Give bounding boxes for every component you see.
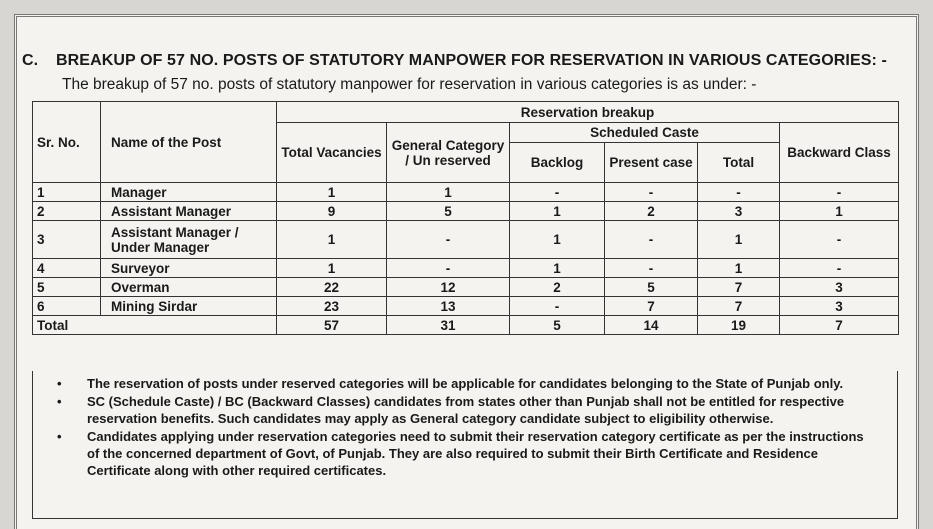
row-bc: - xyxy=(780,183,899,202)
note-text: Candidates applying under reservation categories need to submit their reservation category certificate as per the instructions of the concerned department of Govt, of Punjab. They are also required to submit their Birth Certificate and Residence Certificate along with other required certificates. xyxy=(87,429,864,478)
total-backlog: 5 xyxy=(510,316,605,335)
table-row xyxy=(33,183,899,202)
table-row xyxy=(33,259,899,278)
row-backlog: 1 xyxy=(510,259,605,278)
row-general: - xyxy=(387,259,510,278)
row-post-name: Assistant Manager xyxy=(101,202,277,221)
header-sr-no: Sr. No. xyxy=(33,102,101,183)
row-present: 2 xyxy=(605,202,698,221)
total-general: 31 xyxy=(387,316,510,335)
section-intro: The breakup of 57 no. posts of statutory manpower for reservation in various categories is as under: - xyxy=(62,76,757,93)
row-sc-total: 1 xyxy=(698,221,780,259)
row-sr: 3 xyxy=(33,221,101,259)
total-present: 14 xyxy=(605,316,698,335)
row-post-name: Manager xyxy=(101,183,277,202)
header-reservation-breakup: Reservation breakup xyxy=(277,102,899,123)
row-bc: - xyxy=(780,221,899,259)
row-present: 7 xyxy=(605,297,698,316)
note-item xyxy=(33,375,897,392)
note-item xyxy=(33,393,897,427)
row-general: 13 xyxy=(387,297,510,316)
row-sc-total: - xyxy=(698,183,780,202)
row-general: - xyxy=(387,221,510,259)
bullet-icon: • xyxy=(57,394,62,409)
row-total: 1 xyxy=(277,221,387,259)
notes-box xyxy=(32,371,898,519)
row-backlog: 1 xyxy=(510,221,605,259)
note-text: SC (Schedule Caste) / BC (Backward Classes) candidates from states other than Punjab shall not be entitled for respective reservation benefits. Such candidates may apply as General category candidate subject to eligibility otherwise. xyxy=(87,394,845,426)
row-backlog: - xyxy=(510,183,605,202)
header-present-case: Present case xyxy=(605,143,698,183)
header-total-vacancies: Total Vacancies xyxy=(277,123,387,183)
row-post-name: Assistant Manager / Under Manager xyxy=(101,221,277,259)
row-sc-total: 1 xyxy=(698,259,780,278)
row-total: 9 xyxy=(277,202,387,221)
row-sr: 4 xyxy=(33,259,101,278)
row-backlog: 2 xyxy=(510,278,605,297)
row-bc: 1 xyxy=(780,202,899,221)
total-sc-total: 19 xyxy=(698,316,780,335)
section-heading xyxy=(22,52,887,70)
row-present: - xyxy=(605,259,698,278)
header-backward-class: Backward Class xyxy=(780,123,899,183)
row-bc: 3 xyxy=(780,297,899,316)
note-item xyxy=(33,428,897,479)
row-sr: 6 xyxy=(33,297,101,316)
bullet-icon: • xyxy=(57,376,62,391)
header-general-category: General Category / Un reserved xyxy=(387,123,510,183)
row-total: 22 xyxy=(277,278,387,297)
header-sc-total: Total xyxy=(698,143,780,183)
notes-list xyxy=(33,375,897,479)
row-backlog: 1 xyxy=(510,202,605,221)
table-row xyxy=(33,278,899,297)
row-present: 5 xyxy=(605,278,698,297)
row-sr: 5 xyxy=(33,278,101,297)
row-present: - xyxy=(605,221,698,259)
row-backlog: - xyxy=(510,297,605,316)
row-sr: 1 xyxy=(33,183,101,202)
row-total: 23 xyxy=(277,297,387,316)
row-sc-total: 7 xyxy=(698,278,780,297)
header-backlog: Backlog xyxy=(510,143,605,183)
row-post-name: Surveyor xyxy=(101,259,277,278)
row-total: 1 xyxy=(277,259,387,278)
row-general: 12 xyxy=(387,278,510,297)
total-vacancies: 57 xyxy=(277,316,387,335)
row-general: 1 xyxy=(387,183,510,202)
row-bc: 3 xyxy=(780,278,899,297)
row-sc-total: 3 xyxy=(698,202,780,221)
total-bc: 7 xyxy=(780,316,899,335)
table-row xyxy=(33,297,899,316)
section-number: C. xyxy=(22,52,39,69)
header-post-name: Name of the Post xyxy=(101,102,277,183)
row-post-name: Mining Sirdar xyxy=(101,297,277,316)
reservation-table xyxy=(32,101,899,335)
row-bc: - xyxy=(780,259,899,278)
bullet-icon: • xyxy=(57,429,62,444)
header-scheduled-caste: Scheduled Caste xyxy=(510,123,780,143)
row-post-name: Overman xyxy=(101,278,277,297)
total-label: Total xyxy=(33,316,277,335)
row-sc-total: 7 xyxy=(698,297,780,316)
row-general: 5 xyxy=(387,202,510,221)
section-title: BREAKUP OF 57 NO. POSTS OF STATUTORY MANPOWER FOR RESERVATION IN VARIOUS CATEGORIES: - xyxy=(56,52,887,69)
row-present: - xyxy=(605,183,698,202)
row-total: 1 xyxy=(277,183,387,202)
table-row xyxy=(33,221,899,259)
note-text: The reservation of posts under reserved categories will be applicable for candidates belonging to the State of Punjab only. xyxy=(87,376,844,391)
row-sr: 2 xyxy=(33,202,101,221)
table-row xyxy=(33,202,899,221)
table-total-row xyxy=(33,316,899,335)
